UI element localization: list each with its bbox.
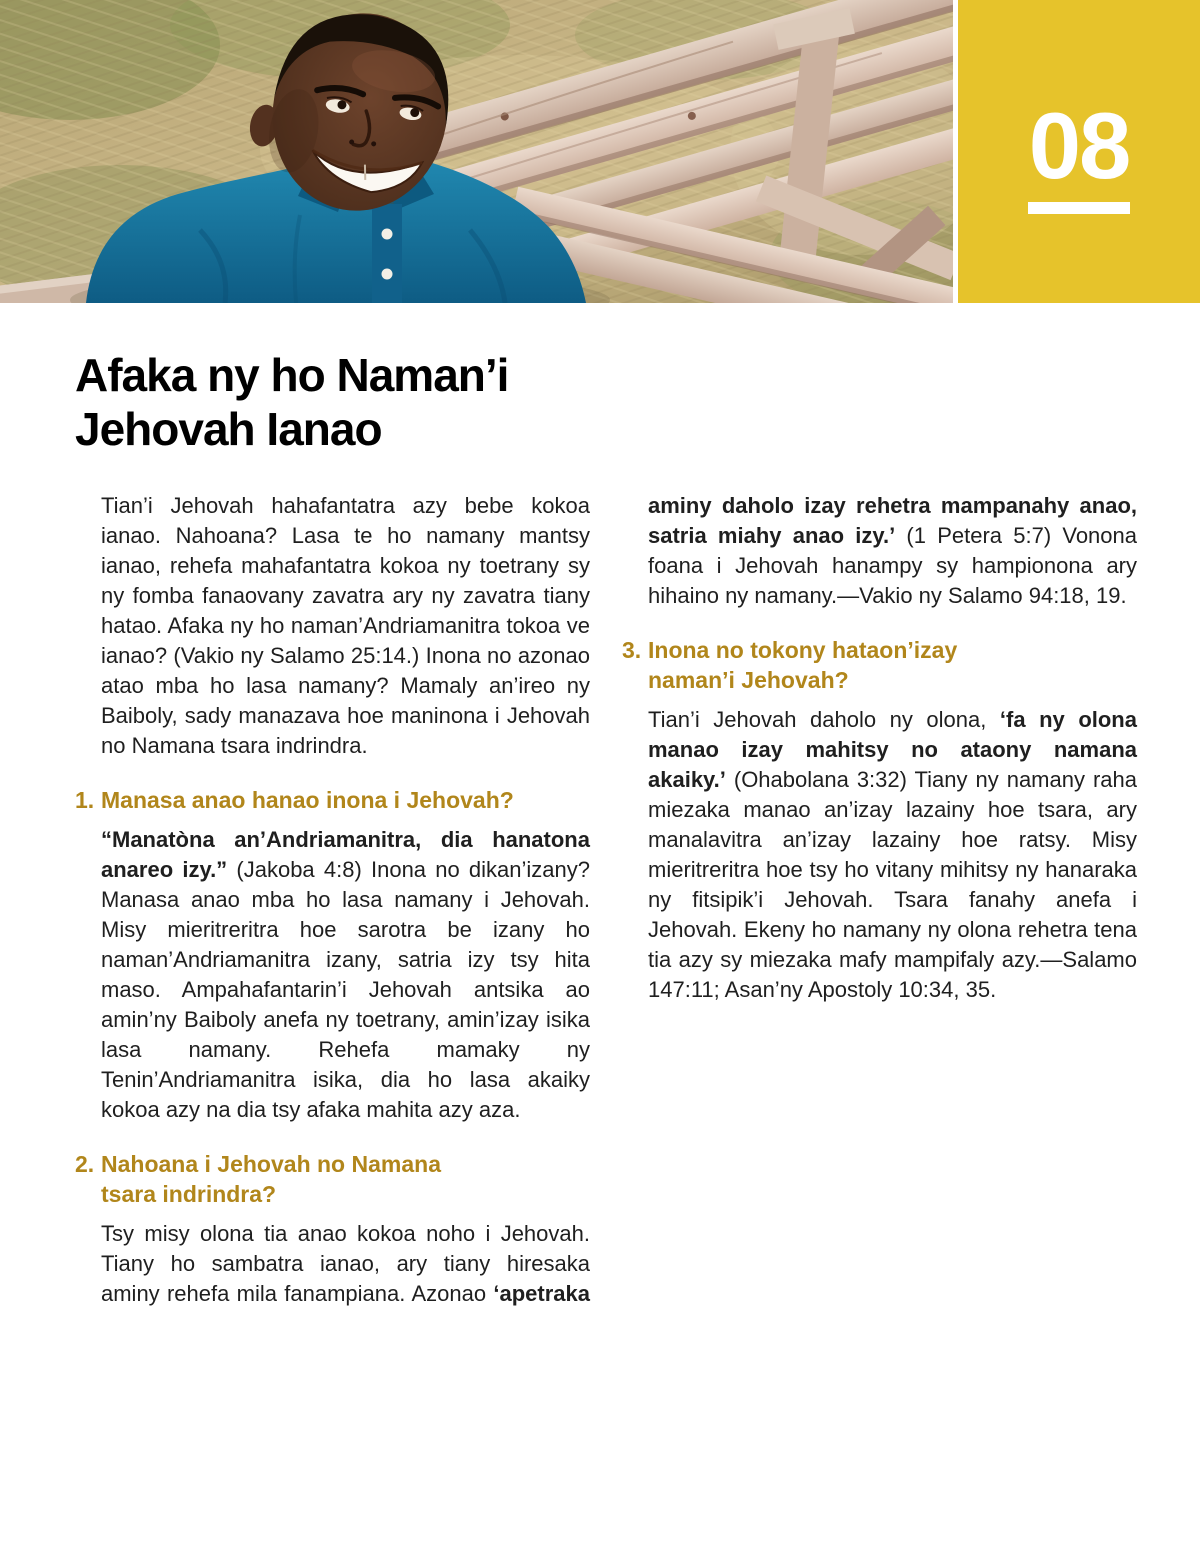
section-1-number: 1.: [75, 786, 95, 813]
section-1-quote: “Manatòna an’Andriamanitra, dia hanatona anareo izy.”: [101, 826, 590, 882]
section-1-heading-text: Manasa anao hanao inona i Jehovah?: [101, 786, 514, 813]
lesson-number: 08: [1028, 93, 1130, 199]
hero: [0, 0, 1200, 303]
section-2-number: 2.: [75, 1150, 95, 1177]
section-3-heading: [622, 635, 1137, 695]
section-2-heading: [75, 1149, 590, 1209]
section-2-body-text-b: (1 Petera 5:7) Vonona foana i Jehovah hanampy sy hampionona ary hihaino ny namany.—Vakio ny Salamo 94:18, 19.: [648, 522, 1137, 608]
section-2-body-text-a: Tsy misy olona tia anao kokoa noho i Jehovah. Tiany ho sambatra ianao, ary tiany hiresaka aminy rehefa mila fanampiana. Azonao: [101, 1220, 590, 1306]
section-3-body-text-a: Tian’i Jehovah daholo ny olona,: [648, 706, 1000, 732]
lesson-content: [0, 303, 1200, 1321]
lesson-number-badge: [958, 0, 1200, 303]
section-1-body-text: (Jakoba 4:8) Inona no dikan’izany? Manasa anao mba ho lasa namany i Jehovah. Misy mieritreritra hoe sarotra be izany ho naman’Andriamanitra izany, satria izy tsy hita maso. Ampahafantarin’i Jehovah antsika ao amin’ny Baiboly anefa ny toetrany, amin’izay isika lasa namany. Rehefa mamaky ny Tenin’Andriamanitra isika, dia ho lasa akaiky kokoa azy na dia tsy afaka mahita azy aza.: [101, 856, 590, 1122]
section-3-number: 3.: [622, 636, 642, 663]
hero-photo-man-on-wooden-bench: [0, 0, 953, 303]
lesson-number-underline: [1028, 202, 1130, 214]
section-3-body-text-b: (Ohabolana 3:32) Tiany ny namany raha miezaka manao an’izay lazainy hoe tsara, ary manalavitra an’izay lazainy hoe ratsy. Misy mieritreritra hoe tsy ho vitany mihitsy ny hanaraka ny fitsipik’i Jehovah. Tsara fanahy anefa i Jehovah. Ekeny ho namany ny olona rehetra tena tia azy sy miezaka mafy mampifaly azy.—Salamo 147:11; Asan’ny Apostoly 10:34, 35.: [648, 766, 1137, 1002]
intro-paragraph: [101, 491, 590, 761]
body-columns: [75, 491, 1137, 1321]
hero-photo-illustration: [0, 0, 953, 303]
section-1-paragraph: [101, 825, 590, 1125]
section-2-heading-text: Nahoana i Jehovah no Namana tsara indrindra?: [101, 1150, 441, 1207]
intro-paragraph-text: Tian’i Jehovah hahafantatra azy bebe kokoa ianao. Nahoana? Lasa te ho namany mantsy ianao, rehefa mahafantatra kokoa ny toetrany sy ny fomba fanaovany zavatra ary ny zavatra tiany hatao. Afaka ny ho naman’Andriamanitra tokoa ve ianao? (Vakio ny Salamo 25:14.) Inona no azonao atao mba ho lasa namany? Mamaly an’ireo ny Baiboly, sady manazava hoe maninona i Jehovah no Namana tsara indrindra.: [101, 492, 590, 758]
page-title: Afaka ny ho Naman’i Jehovah Ianao: [75, 349, 509, 455]
section-2-quote: ‘apetraka aminy daholo izay rehetra mampanahy anao, satria miahy anao izy.’: [493, 492, 1137, 1306]
section-3-paragraph: [648, 705, 1137, 1005]
section-3-heading-text: Inona no tokony hataon’izay naman’i Jehovah?: [648, 636, 958, 693]
section-1-heading: [75, 785, 590, 815]
section-3-quote: ‘fa ny olona manao izay mahitsy no ataony namana akaiky.’: [648, 706, 1137, 792]
